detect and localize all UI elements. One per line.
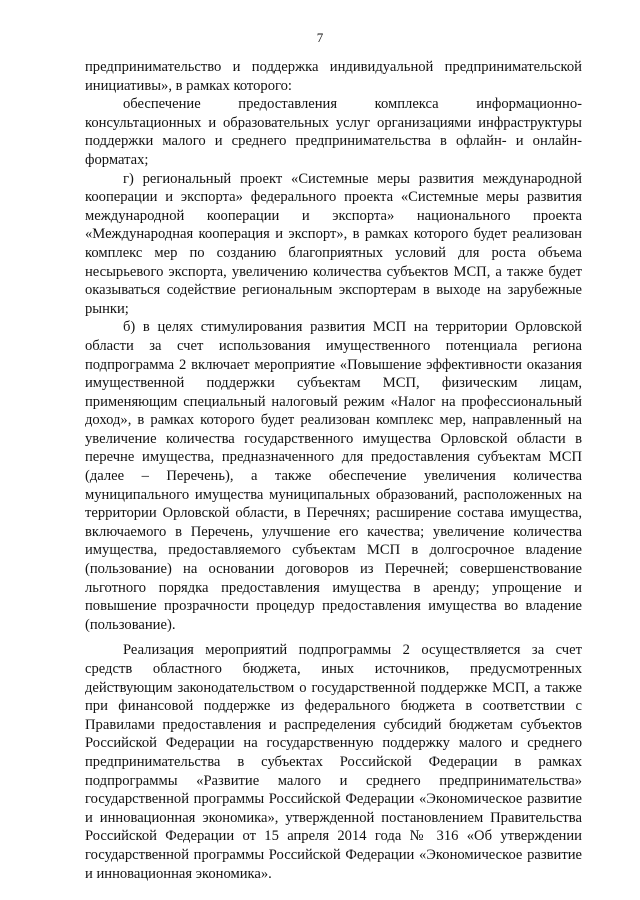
paragraph-info-consulting-services: обеспечение предоставления комплекса информационно-консультационных и образовательных услуг организациями инфраструктуры поддержки малого и среднего предпринимательства в офлайн- и онлайн-форматах; [85,96,582,168]
paragraph-implementation-funding: Реализация мероприятий подпрограммы 2 осуществляется за счет средств областного бюджета, иных источников, предусмотренных действующим законодательством о государственной поддержке МСП, а также при финансовой поддержке из федерального бюджета в соответствии с Правилами предоставления и распределения субсидий бюджетам субъектов Российской Федерации на государственную поддержку малого и среднего предпринимательства в субъектах Российской Федерации в рамках подпрограммы «Развитие малого и среднего предпринимательства» государственной программы Российской Федерации «Экономическое развитие и инновационная экономика», утвержденной постановлением Правительства Российской Федерации от 15 апреля 2014 года № 316 «Об утверждении государственной программы Российской Федерации «Экономическое развитие и инновационная экономика». [85,642,582,882]
paragraph-continuation: предпринимательство и поддержка индивидуальной предпринимательской инициативы», в рамках которого: [85,59,582,94]
document-body [85,58,582,883]
paragraph-export-project: г) региональный проект «Системные меры развития международной кооперации и экспорта» федерального проекта «Системные меры развития международной кооперации и экспорта» национального проекта «Международная кооперация и экспорт», в рамках которого будет реализован комплекс мер по созданию благоприятных условий для роста объема несырьевого экспорта, увеличению количества субъектов МСП, а также будет оказываться содействие региональным экспортерам в выходе на зарубежные рынки; [85,170,582,317]
page-number: 7 [316,30,324,45]
paragraph-property-support: б) в целях стимулирования развития МСП на территории Орловской области за счет использования имущественного потенциала региона подпрограмма 2 включает мероприятие «Повышение эффективности оказания имущественной поддержки субъектам МСП, физическим лицам, применяющим специальный налоговый режим «Налог на профессиональный доход», в рамках которого будет реализован комплекс мер, направленный на увеличение количества государственного имущества Орловской области в перечне имущества, предназначенного для предоставления субъектам МСП (далее – Перечень), а также обеспечение увеличения количества муниципального имущества муниципальных образований, расположенных на территории Орловской области, в Перечнях; расширение состава имущества, включаемого в Перечень, улучшение его качества; увеличение количества имущества, предоставляемого субъектам МСП в долгосрочное владение (пользование) на основании договоров из Перечней; совершенствование льготного порядка предоставления имущества в аренду; упрощение и повышение прозрачности процедур предоставления имущества во владение (пользование). [85,319,582,633]
